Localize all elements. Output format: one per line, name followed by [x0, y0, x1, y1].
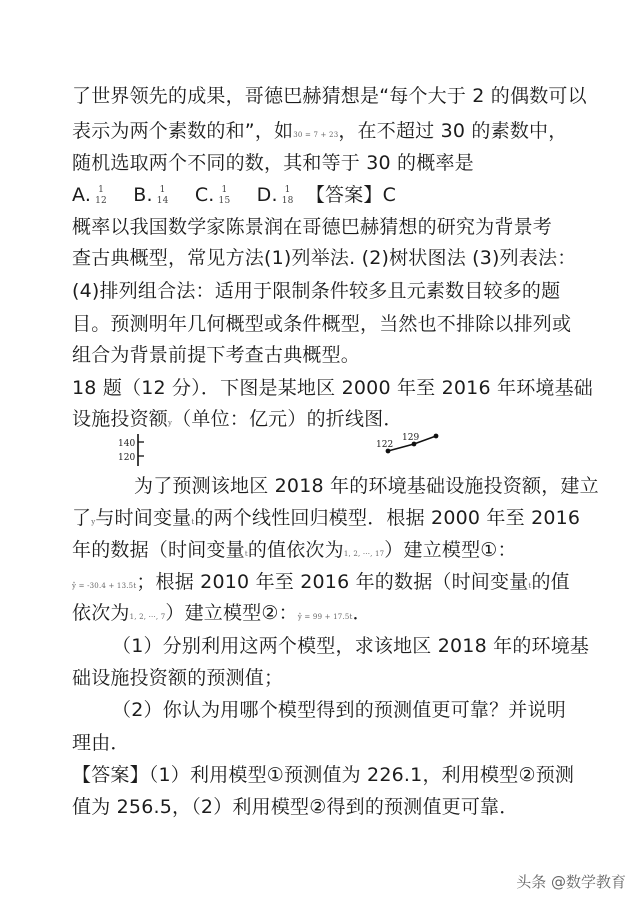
var-t: t — [244, 550, 248, 558]
text-line-2-start: 表示为两个素数的和”，如 — [72, 120, 294, 142]
analysis-line-3: (4)排列组合法：适用于限制条件较多且元素数目较多的题 — [72, 280, 561, 302]
y-tick-label-120: 120 — [118, 453, 136, 463]
sub-question-1-line-2: 础设施投资额的预测值； — [72, 667, 284, 689]
model-2-formula: ŷ = 99 + 17.5t — [297, 613, 353, 621]
option-a-numerator: 1 — [98, 184, 104, 195]
question-18-line-2-start: 设施投资额 — [72, 408, 169, 430]
paragraph-line-5-start: 依次为 — [72, 602, 130, 624]
var-y: y — [91, 518, 96, 526]
paragraph-line-2-end: 的两个线性回归模型．根据 2000 年至 2016 — [194, 507, 581, 529]
sub-question-1-line-1: （1）分别利用这两个模型，求该地区 2018 年的环境基 — [112, 635, 590, 657]
option-a-fraction — [95, 185, 107, 207]
text-line-2-end: ，在不超过 30 的素数中， — [338, 120, 568, 142]
paragraph-line-4-end: 的值 — [531, 571, 570, 593]
paragraph-line-5-mid: ）建立模型②： — [165, 602, 298, 624]
paragraph-line-5 — [72, 601, 372, 629]
paragraph-line-3 — [72, 538, 517, 566]
goldbach-example: 30 = 7 + 23 — [293, 131, 339, 139]
text-line-3: 随机选取两个不同的数，其和等于 30 的概率是 — [72, 152, 474, 174]
option-c-label: C. — [194, 184, 215, 206]
option-d-fraction — [282, 185, 294, 207]
paragraph-line-4 — [72, 570, 570, 598]
paragraph-line-2-start: 了 — [72, 507, 92, 529]
paragraph-line-2 — [72, 506, 580, 534]
option-b-numerator: 1 — [159, 184, 166, 195]
question-18-line-2 — [72, 407, 403, 435]
paragraph-line-3-end: ）建立模型①： — [384, 539, 517, 561]
text-line-1: 了世界领先的成果，哥德巴赫猜想是“每个大于 2 的偶数可以 — [72, 85, 587, 107]
data-series — [376, 433, 438, 453]
y-tick-label-140: 140 — [118, 439, 136, 449]
analysis-line-2: 查古典概型，常见方法(1)列举法. (2)树状图法 (3)列表法： — [72, 247, 577, 269]
option-b-fraction — [157, 185, 169, 207]
analysis-line-1: 概率以我国数学家陈景润在哥德巴赫猜想的研究为背景考 — [72, 216, 553, 238]
option-b-denominator: 14 — [156, 195, 169, 206]
option-c-numerator: 1 — [221, 184, 228, 195]
option-d-denominator: 18 — [281, 195, 294, 206]
sequence-1-to-7: 1, 2, ···, 7 — [129, 613, 166, 621]
option-d-label: D. — [256, 184, 278, 206]
paragraph-line-3-mid: 的值依次为 — [247, 539, 344, 561]
investment-line-chart — [112, 432, 452, 466]
var-y: y — [168, 419, 173, 427]
var-t: t — [191, 518, 195, 526]
paragraph-line-3-start: 年的数据（时间变量 — [72, 539, 245, 561]
data-label-122: 122 — [376, 440, 394, 450]
paragraph-line-2-mid: 与时间变量 — [95, 507, 192, 529]
options-row — [72, 182, 396, 208]
model-1-formula: ŷ = -30.4 + 13.5t — [72, 582, 137, 590]
question-18-line-1: 18 题（12 分）．下图是某地区 2000 年至 2016 年环境基础 — [72, 377, 593, 399]
answer-line-2: 值为 256.5，（2）利用模型②得到的预测值更可靠． — [72, 796, 519, 818]
option-b-label: B. — [133, 184, 153, 206]
option-c-fraction — [219, 185, 231, 207]
analysis-line-4: 目。预测明年几何概型或条件概型，当然也不排除以排列或 — [72, 313, 572, 335]
paragraph-line-1: 为了预测该地区 2018 年的环境基础设施投资额，建立 — [134, 475, 599, 497]
answer-label: 【答案】C — [305, 184, 397, 206]
data-label-129: 129 — [402, 433, 420, 443]
option-a-denominator: 12 — [95, 195, 107, 206]
sequence-1-to-17: 1, 2, ···, 17 — [343, 550, 385, 558]
sub-question-2-line-1: （2）你认为用哪个模型得到的预测值更可靠？并说明 — [112, 699, 566, 721]
data-point-continuation — [434, 434, 439, 439]
question-18-line-2-end: （单位：亿元）的折线图． — [172, 408, 403, 430]
answer-line-1: 【答案】（1）利用模型①预测值为 226.1，利用模型②预测 — [72, 764, 575, 786]
paragraph-line-5-end: ． — [352, 602, 372, 624]
sub-question-2-line-2: 理由． — [72, 732, 130, 754]
option-c-denominator: 15 — [218, 195, 231, 206]
option-a-label: A. — [72, 184, 92, 206]
paragraph-line-4-mid: ；根据 2010 年至 2016 年的数据（时间变量 — [136, 571, 529, 593]
watermark: 头条 @数学教育 — [516, 873, 626, 891]
text-line-2 — [72, 119, 567, 147]
var-t: t — [528, 582, 532, 590]
option-d-numerator: 1 — [284, 184, 291, 195]
analysis-line-5: 组合为背景前提下考查古典概型。 — [72, 344, 361, 366]
